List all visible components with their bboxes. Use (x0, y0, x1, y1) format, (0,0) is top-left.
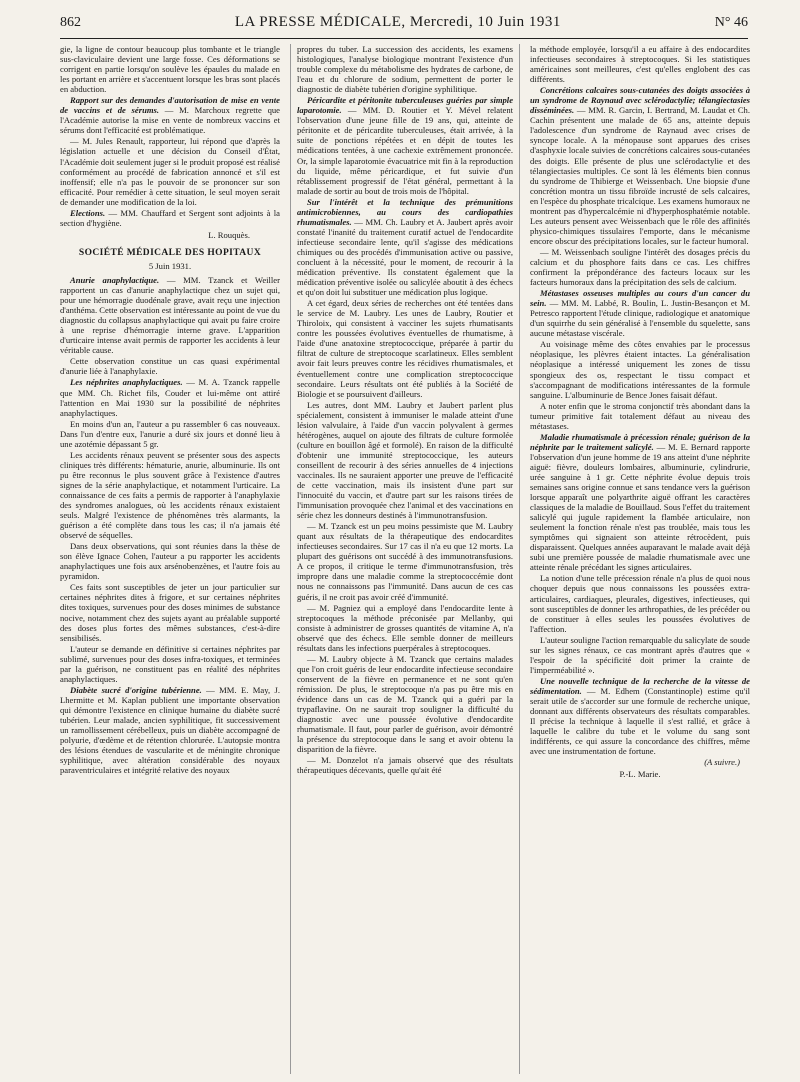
paragraph (530, 676, 750, 756)
paragraph (60, 208, 280, 228)
column-2 (290, 44, 520, 1074)
article-body: — MM. E. May, J. Lhermitte et M. Kaplan publient une importante observation qui démontre l'existence en clinique humaine du diabète sucré tubérien. Leur malade, ancien syphilitique, fit successivement un ramollissement cérébelleux, puis un diabète accompagné de polyurie, d'œdème et de rétention chlorurée. L'autopsie montra des lésions étendues de vascularite et de méningite chronique syphilitique, avec altération considérable des noyaux paraventriculaires et intégrité relative des noyaux (60, 684, 280, 776)
paragraph (60, 685, 280, 775)
section-title: SOCIÉTÉ MÉDICALE DES HOPITAUX (78, 247, 262, 258)
page-header (60, 14, 748, 39)
paragraph (530, 432, 750, 573)
paragraph: — M. Weissenbach souligne l'intérêt des dosages précis du calcium et du phosphore faits dans ce cas. Les chiffres confirment la prépondérance des facteurs locaux sur les facteurs humoraux dans la précipitation des sels de calcium. (530, 246, 750, 288)
paragraph (530, 288, 750, 338)
column-1 (60, 44, 280, 1074)
signature: P.-L. Marie. (619, 769, 661, 780)
article-heading: Péricardite et péritonite tuberculeuses guéries par simple laparotomie. (296, 95, 514, 116)
article-body: — MM. M. Labbé, R. Boulin, L. Justin-Besançon et M. Petresco rapportent l'étude clinique, radiologique et anatomique d'un squirrhe du sein généralisé à l'ensemble du squelette, sans aucune métastase viscérale. (530, 298, 750, 339)
page-number: 862 (60, 15, 81, 30)
paragraph (297, 197, 513, 297)
paragraph (60, 95, 280, 135)
issue-number: N° 46 (714, 15, 748, 30)
paragraph: Les accidents rénaux peuvent se présenter sous des aspects cliniques très différents: hématurie, anurie, albuminurie. Ils ont pu être reconnus le plus souvent grâce à l'existence d'autres signes de la série anaphylactique, et notamment l'urticaire. La connaissance de ces faits a permis de rapporter à l'anaphylaxie des syndromes analogues, où les accidents rénaux existaient seuls. Malgré l'existence de phénomènes très alarmants, la guérison a été complète dans tous les cas; il n'a jamais été observé de séquelles. (60, 449, 280, 541)
article-body: — MM. D. Routier et Y. Mével relatent l'observation d'une jeune fille de 19 ans, qui, atteinte de péritonite et de péricardite tuberculeuses, était arrivée, à la suite de ponctions répétées et en dépit de toutes les médications tentées, à une cachexie extrêmement prononcée. Or, la simple laparotomie évacuatrice mit fin à la reproduction du liquide, même péricardique, et fut suivie d'un rétablissement progressif de l'état général, permettant à la malade de sortir au bout de trois mois de l'hôpital. (296, 105, 514, 196)
paragraph: Cette observation constitue un cas quasi expérimental d'anurie liée à l'anaphylaxie. (60, 356, 280, 377)
article-heading: Anurie anaphylactique. (70, 274, 160, 285)
article-heading: Une nouvelle technique de la recherche de la vitesse de sédimentation. (530, 675, 750, 696)
article-body: — M. E. Bernard rapporte l'observation d'un jeune homme de 19 ans atteint d'une néphrite aiguë: fièvre, douleurs lombaires, albuminurie, cylindrurie, urée sanguine à 1 gr. Cette néphrite évolue depuis trois semaines sans origine connue et sans tendance vers la guérison lorsque apparaît une polyarthrite aiguë offrant les caractères classiques de la maladie de Bouillaud. Sous l'effet du traitement salicylé qui jugule rapidement la flambée articulaire, non seulement la fonction rénale n'est pas troublée, mais tous les symptômes qui signaient son atteinte rétrocèdent, puis disparaissent. Quelques années auparavant le malade avait déjà subi une première poussée de maladie rhumatismale avec une atteinte rénale précédant les signes articulaires. (530, 441, 750, 573)
article-body: — M. A. Tzanck rappelle que MM. Ch. Richet fils, Couder et lui-même ont attiré l'attention en Mai 1930 sur la possibilité de néphrites anaphylactiques. (60, 377, 280, 418)
column-3 (530, 44, 750, 1074)
article-heading: Rapport sur des demandes d'autorisation de mise en vente de vaccins et de sérums. (60, 95, 280, 116)
section-date: 5 Juin 1931. (148, 260, 192, 271)
paragraph: gie, la ligne de contour beaucoup plus tombante et le triangle sus-claviculaire devient une large fosse. Ces déformations se corrigent en partie lorsqu'on soulève les épaules du malade en les portant en arrière et s'accentuent lorsque les bras sont placés en abduction. (60, 44, 280, 95)
to-be-continued: (A suivre.) (704, 757, 740, 768)
paragraph: La notion d'une telle précession rénale n'a plus de quoi nous choquer depuis que nous connaissons les poussées extra-articulaires, cardiaques, pleurales, digestives, infectieuses, qui sont susceptibles de donner les arthropathies, de les précéder ou de constituer à elles seules les poussées évolutives de l'affection. (530, 573, 750, 634)
article-heading: Les néphrites anaphylactiques. (70, 377, 183, 388)
article-heading: Métastases osseuses multiples au cours d'un cancer du sein. (530, 288, 750, 309)
paragraph: la méthode employée, lorsqu'il a eu affaire à des endocardites infectieuses secondaires à streptocoques. Si les statistiques américaines sont meilleures, c'est qu'elles englobent des cas différents. (530, 44, 750, 85)
paragraph: — M. Tzanck est un peu moins pessimiste que M. Laubry quant aux résultats de la thérapeutique des endocardites infectieuses secondaires. Sur 17 cas il n'a eu que 12 morts. La plupart des guérisons ont succédé à des immunotransfusions. A ce propos, il critique le terme d'immunotransfusion, très impropre dans une maladie comme la streptococcémie dont nous ne connaissons pas l'immunité. Dans aucun de ces cas guéris, il ne croit pas avoir créé d'immunité. (296, 521, 514, 602)
article-heading: Elections. (70, 207, 106, 218)
article-body: — M. Marchoux regrette que l'Académie autorise la mise en vente de nombreux vaccins et sérums dont l'efficacité est problématique. (60, 105, 280, 136)
paragraph: Les autres, dont MM. Laubry et Jaubert parlent plus spécialement, consistent à immuniser le malade atteint d'une lésion valvulaire, à l'aide d'un vaccin polyvalent à germes hétérogènes, auquel on ajoute des filtrats de culture formolée (culture en bouillon âgé et formolé). En raison de la difficulté d'obtenir une immunité streptococcique, les auteurs conseillent de recourir à des séries annuelles de 4 injections vaccinales. Ils ne sauraient apporter une preuve de l'efficacité de cette vaccination, mais ils insistent d'une part sur l'innocuité du vaccin, et d'autre part sur les raisons tirées de l'immunisation provoquée chez l'animal et des vaccinations en série chez les donneurs destinés à l'immunotransfusion. (296, 399, 514, 521)
article-heading: Sur l'intérêt et la technique des prémunitions antimicrobiennes, au cours des cardiopathies rhumatismales. (296, 196, 514, 227)
article-heading: Maladie rhumatismale à précession rénale; guérison de la néphrite par le traitement salicylé. (530, 431, 750, 452)
paragraph (530, 85, 750, 246)
paragraph: Au voisinage même des côtes envahies par le processus néoplasique, les plèvres étaient intactes. La généralisation néoplasique a intéressé uniquement les zones de tissu spongieux des os, respectant le tissu compact et s'accompagnant de modifications intéressantes de la formule sanguine. L'albuminurie de Bence Jones faisait défaut. (530, 339, 750, 400)
paragraph: A cet égard, deux séries de recherches ont été tentées dans le service de M. Laubry. Les unes de Laubry, Routier et Thiroloix, qui consistent à vacciner les sujets rhumatisants contre les poussées évolutives éventuelles de rhumatisme, à l'aide d'une anatoxine streptococcique, préparée à partir du filtrat de culture de streptocoque scarlatineux. Elles semblent avoir fait leurs preuves contre les récidives rhumatismales, et éventuellement contre une complication streptococcique secondaire. Leurs résultats ont été publiés à la Société de Biologie et se poursuivent d'ailleurs. (296, 298, 514, 399)
paragraph: — M. Donzelot n'a jamais observé que des résultats thérapeutiques décevants, quelle qu'ait été (296, 755, 514, 776)
paragraph: — M. Pagniez qui a employé dans l'endocardite lente à streptocoques la méthode préconisée par Mellanby, qui consiste à administrer de grosses quantités de vitamine A, n'a observé que des échecs. Elle semble donner de meilleurs résultats dans les infections puerpérales à streptocoques. (296, 602, 514, 653)
paragraph: En moins d'un an, l'auteur a pu rassembler 6 cas nouveaux. Dans l'un d'entre eux, l'anurie a duré six jours et donné lieu à une azotémie dépassant 5 gr. (60, 418, 280, 449)
article-body: — M. Edhem (Constantinople) estime qu'il serait utile de s'accorder sur une formule de recherche unique, donnant aux différents observateurs des résultats comparables. Il précise la technique à laquelle il s'est rallié, et grâce à laquelle le calibre du tube et le volume du sang sont indifférents, ce qui assure la concordance des chiffres, même avec une instrumentation de fortune. (530, 685, 750, 757)
paragraph: — M. Jules Renault, rapporteur, lui répond que d'après la législation actuelle et une décision du Conseil d'État, l'Académie doit seulement juger si le produit proposé est réalisé conformément au procédé de fabrication annoncé et s'il est inoffensif; elle n'a pas le pouvoir de se prononcer sur son efficacité. Pour remédier à cette situation, le seul moyen serait de demander une modification de la loi. (60, 136, 280, 207)
paragraph: A noter enfin que le stroma conjonctif très abondant dans la tumeur primitive fait totalement défaut au niveau des métastases. (530, 400, 750, 431)
paragraph: Dans deux observations, qui sont réunies dans la thèse de son élève Ignace Cohen, l'auteur a pu rapporter les accidents anaphylactiques une fois aux arsénobenzènes, et l'autre fois au pyramidon. (60, 541, 280, 582)
paragraph (297, 95, 513, 195)
paragraph: — M. Laubry objecte à M. Tzanck que certains malades que l'on croit guéris de leur endocardite infectieuse secondaire conservent de la fièvre en permanence et ne sont qu'en rémission. De plus, le streptocoque n'a pas pu être mis en évidence dans un cas de M. Tzanck qui a guéri par la trypaflavine. On ne saurait trop souligner la difficulté du diagnostic avec une poussée évolutive d'endocardite rhumatismale. Il faut, pour parler de guérison, avoir démontré la présence du streptocoque dans le sang et avoir obtenu la disparition de la fièvre. (296, 653, 514, 755)
article-heading: Diabète sucré d'origine tubérienne. (70, 684, 202, 695)
article-body: — MM. R. Garcin, I. Bertrand, M. Laudat et Ch. Cachin présentent une malade de 65 ans, atteinte depuis l'adolescence d'un syndrome de Raynaud avec crises de syncope locale. A la ménopause sont apparues des crises d'asphyxie locale suivies de concrétions calcaires sous-cutanées des doigts. Elle présente de plus une sclérodactylie et des télangiectasies multiples. Ce sont là les éléments bien connus du syndrome de Thibierge et Weissenbach. Une biopsie d'une concrétion montra un tissu fibroïde incrusté de sels calcaires, en l'espèce du phosphate tricalcique. Les examens humoraux ne montrent pas d'hypercalcémie ni d'hyperphosphatémie notable. Les auteurs pensent avec Weissenbach que le rôle des affinités physico-chimiques tissulaires l'emporte, dans le mécanisme encore obscur des précipitations locales, sur le facteur humoral. (530, 105, 750, 246)
journal-title: LA PRESSE MÉDICALE, Mercredi, 10 Juin 1931 (234, 14, 561, 30)
paragraph: L'auteur se demande en définitive si certaines néphrites par sublimé, survenues pour des doses infra-toxiques, et terminées par la guérison, ne constituent pas en réalité des néphrites anaphylactiques. (60, 643, 280, 684)
paragraph: propres du tuber. La succession des accidents, les examens histologiques, l'analyse biologique montrant l'existence d'un trouble complexe du métabolisme des hydrates de carbone, de l'eau et du chlorure de sodium, permettent de porter le diagnostic de diabète tubérien d'origine syphilitique. (296, 44, 514, 95)
paragraph (60, 275, 280, 355)
paragraph: Ces faits sont susceptibles de jeter un jour particulier sur certaines néphrites dites à frigore, et sur certaines néphrites dites toxiques, survenues pour des doses minimes de substance nocive, notamment chez des sujets ayant au préalable supporté des doses plus fortes des mêmes substances, c'est-à-dire sensibilisés. (60, 582, 280, 643)
article-body: — MM. Ch. Laubry et A. Jaubert après avoir constaté l'inanité du traitement curatif actuel de l'endocardite infectieuse secondaire lente, qu'il s'agisse des médications chimiques ou des procédés d'immunisation active ou passive, concluent à la nécessité, pour le moment, de recourir à la médication préventive. Ils constatent également que la médication préventive isolée ou salicylée aboutit à des échecs et qu'on doit lui substituer une médication plus logique. (296, 216, 514, 298)
columns (60, 44, 750, 1074)
article-heading: Concrétions calcaires sous-cutanées des doigts associées à un syndrome de Raynaud avec sclérodactylie; télangiectasies disséminées. (530, 85, 750, 116)
article-body: — MM. Tzanck et Weiller rapportent un cas d'anurie anaphylactique chez un sujet qui, pour une hémorragie duodénale grave, avait reçu une injection d'anthéma. Cette observation est intéressante au point de vue du diagnostic du collapsus anaphylactique qui avait pu faire croire à une reprise d'hémorragie interne grave. L'apparition d'urticaire intense avait permis de rapporter les accidents à leur véritable cause. (60, 274, 280, 356)
paragraph: L'auteur souligne l'action remarquable du salicylate de soude sur les signes rénaux, ce cas montrant après d'autres que « l'espoir de la spécificité doit primer la crainte de l'imperméabilité ». (530, 634, 750, 675)
article-body: — MM. Chauffard et Sergent sont adjoints à la section d'hygiène. (60, 207, 280, 228)
paragraph (60, 377, 280, 417)
signature: L. Rouquès. (208, 229, 250, 240)
